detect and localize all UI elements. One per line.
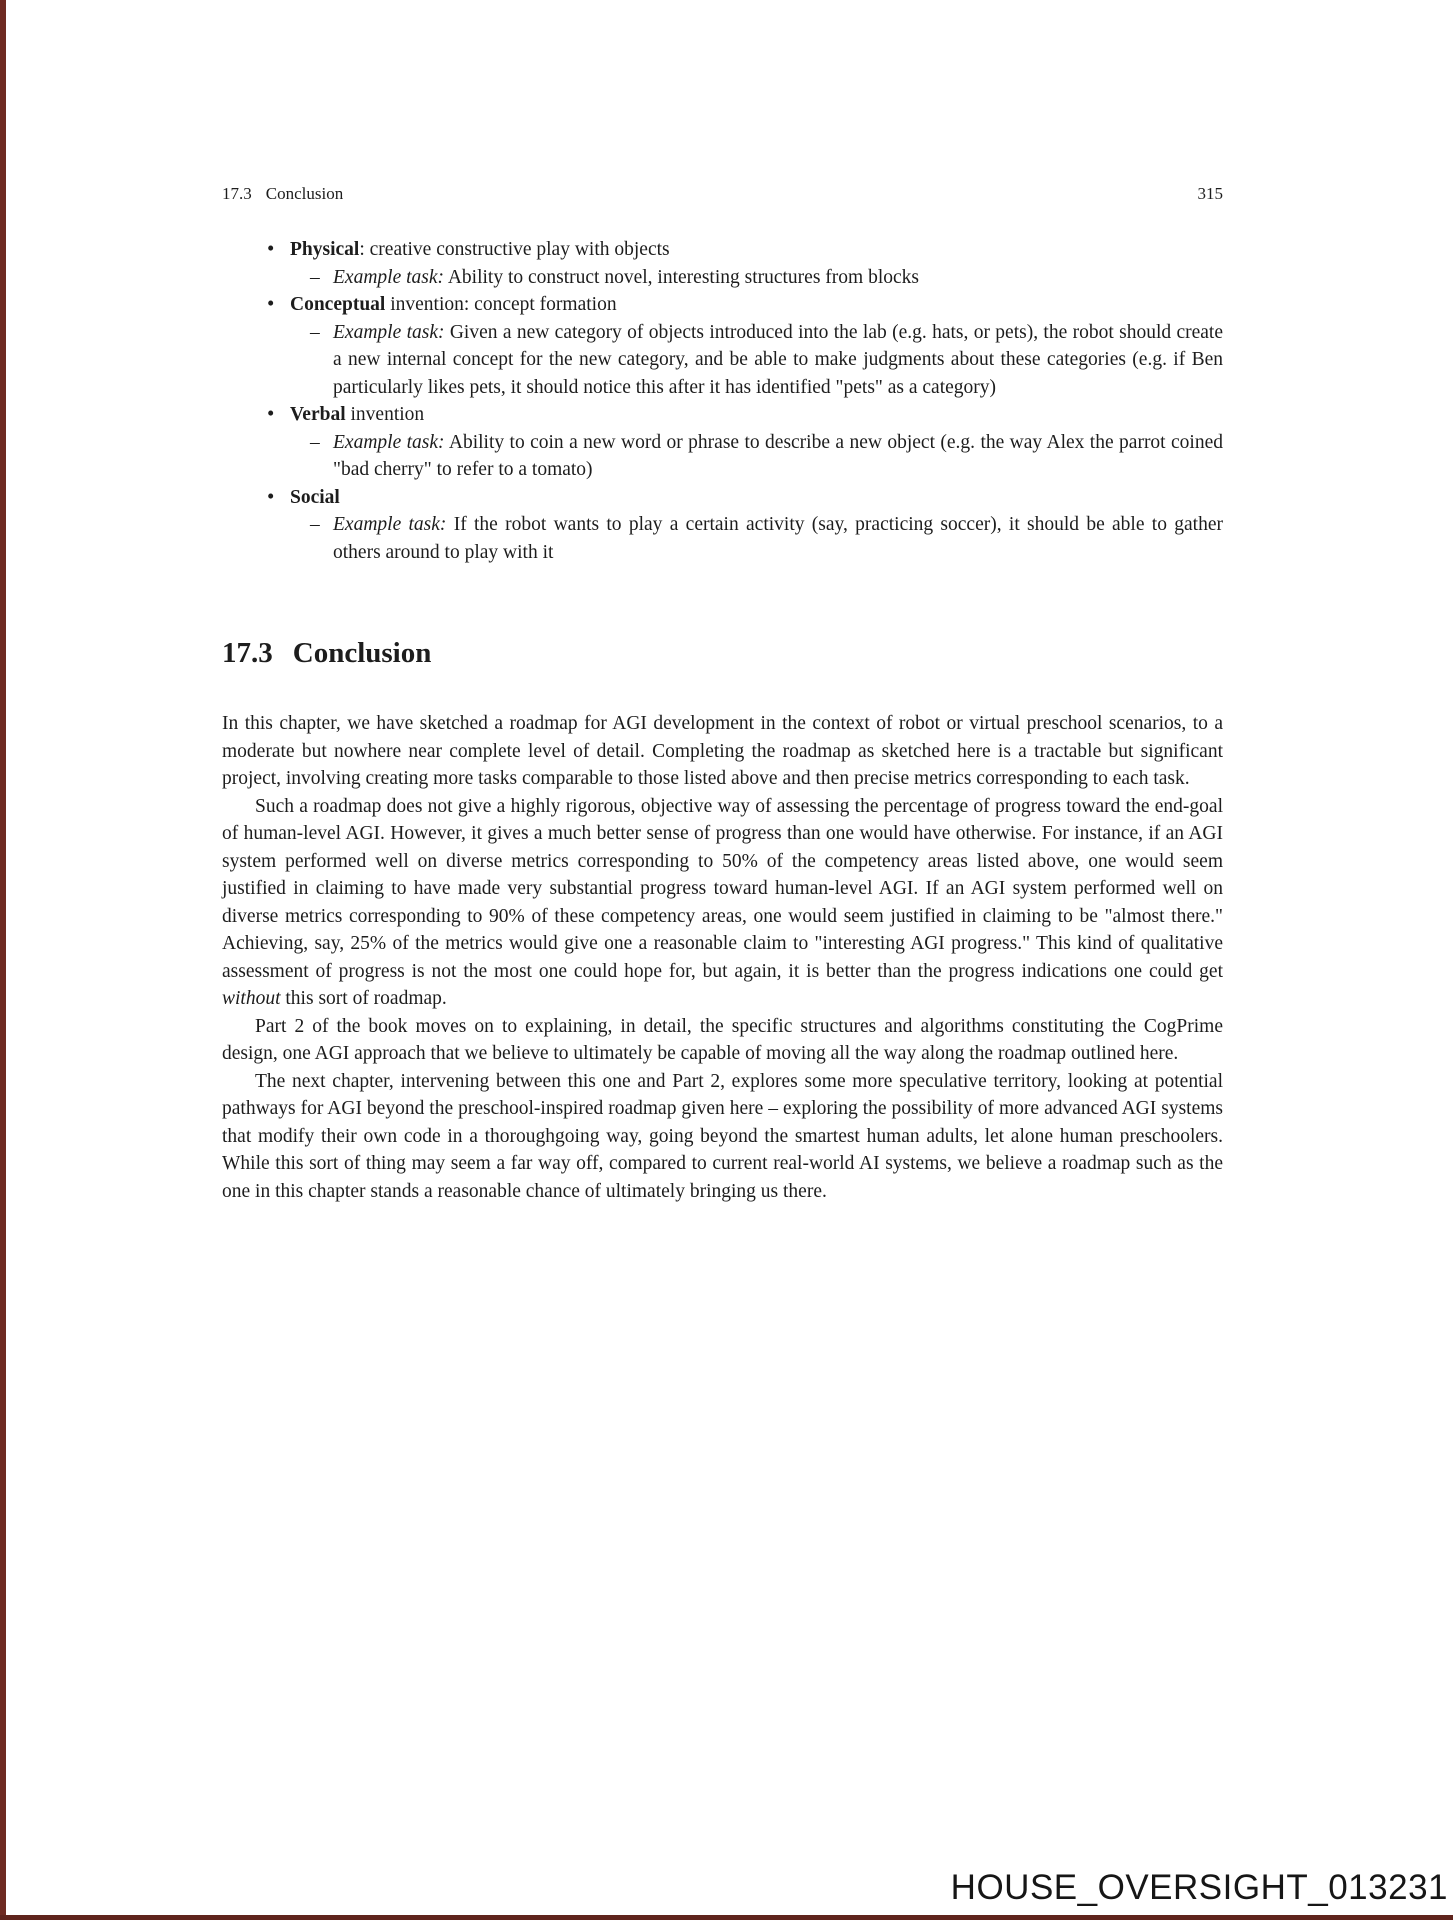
example-task-text: Given a new category of objects introduced into the lab (e.g. hats, or pets), the robot should create a new internal concept for the new category, and be able to make judgments about these categories (e.g. if Ben particularly likes pets, it should notice this after it has identified "pets" as a category)	[333, 321, 1223, 398]
bullet-line	[290, 291, 1223, 319]
example-task-text: If the robot wants to play a certain activity (say, practicing soccer), it should be able to gather others around to play with it	[333, 514, 1223, 563]
example-task-text: Ability to coin a new word or phrase to describe a new object (e.g. the way Alex the parrot coined "bad cherry" to refer to a tomato)	[333, 431, 1223, 480]
example-task-text: Ability to construct novel, interesting structures from blocks	[447, 266, 919, 288]
paragraph-4: The next chapter, intervening between this one and Part 2, explores some more speculative territory, looking at potential pathways for AGI beyond the preschool-inspired roadmap given here – exploring the possibility of more advanced AGI systems that modify their own code in a thoroughgoing way, going beyond the smartest human adults, let alone human preschoolers. While this sort of thing may seem a far way off, compared to current real-world AI systems, we believe a roadmap such as the one in this chapter stands a reasonable chance of ultimately bringing us there.	[222, 1070, 1223, 1202]
bullet-term: Physical	[290, 239, 360, 260]
bullet-item-social	[290, 484, 1223, 567]
paragraph-2-emphasis: without	[222, 988, 281, 1009]
scan-edge-left	[0, 0, 6, 1920]
section-heading-title: Conclusion	[292, 637, 432, 669]
section-body	[222, 710, 1223, 1205]
bullet-item-verbal	[290, 401, 1223, 484]
bullet-line	[290, 484, 1223, 512]
section-heading-number: 17.3	[222, 637, 273, 669]
bullet-line	[290, 236, 1223, 264]
running-header-section-title: Conclusion	[265, 184, 344, 203]
bullet-text: invention	[345, 404, 425, 425]
page-content	[222, 184, 1223, 1205]
bates-stamp: HOUSE_OVERSIGHT_013231	[950, 1868, 1448, 1907]
competency-bullet-list	[222, 236, 1223, 566]
example-task	[290, 264, 1223, 292]
section-heading	[222, 636, 1223, 670]
example-task-label: Example task:	[333, 514, 447, 535]
example-task-label: Example task:	[333, 431, 445, 453]
paragraph-3: Part 2 of the book moves on to explaining, in detail, the specific structures and algorithms constituting the CogPrime design, one AGI approach that we believe to ultimately be capable of moving all the way along the roadmap outlined here.	[222, 1015, 1223, 1064]
example-task	[290, 511, 1223, 566]
bullet-item-physical	[290, 236, 1223, 291]
page-number: 315	[1197, 184, 1223, 203]
bullet-text: invention: concept formation	[385, 294, 617, 315]
bullet-term: Verbal	[290, 404, 346, 425]
bullet-item-conceptual	[290, 291, 1223, 401]
bullet-text: : creative constructive play with objects	[359, 239, 670, 260]
bullet-line	[290, 401, 1223, 429]
running-header	[222, 184, 1223, 204]
bullet-term: Social	[290, 486, 340, 508]
paragraph-2-tail: this sort of roadmap.	[280, 988, 447, 1009]
example-task	[290, 319, 1223, 402]
paragraph-2	[222, 793, 1223, 1013]
example-task-label: Example task:	[333, 266, 445, 288]
scan-edge-bottom	[0, 1915, 1453, 1920]
paragraph-2-text: Such a roadmap does not give a highly rigorous, objective way of assessing the percentage of progress toward the end-goal of human-level AGI. However, it gives a much better sense of progress than one would have otherwise. For instance, if an AGI system performed well on diverse metrics corresponding to 50% of the competency areas listed above, one would seem justified in claiming to have made very substantial progress toward human-level AGI. If an AGI system performed well on diverse metrics corresponding to 90% of these competency areas, one would seem justified in claiming to be "almost there." Achieving, say, 25% of the metrics would give one a reasonable claim to "interesting AGI progress." This kind of qualitative assessment of progress is not the most one could hope for, but again, it is better than the progress indications one could get	[222, 795, 1223, 982]
running-header-section	[222, 184, 343, 204]
running-header-section-number: 17.3	[222, 184, 252, 203]
example-task-label: Example task:	[333, 321, 445, 343]
example-task	[290, 429, 1223, 484]
bullet-term: Conceptual	[290, 294, 386, 315]
paragraph-1: In this chapter, we have sketched a roadmap for AGI development in the context of robot or virtual preschool scenarios, to a moderate but nowhere near complete level of detail. Completing the roadmap as sketched here is a tractable but significant project, involving creating more tasks comparable to those listed above and then precise metrics corresponding to each task.	[222, 713, 1223, 789]
